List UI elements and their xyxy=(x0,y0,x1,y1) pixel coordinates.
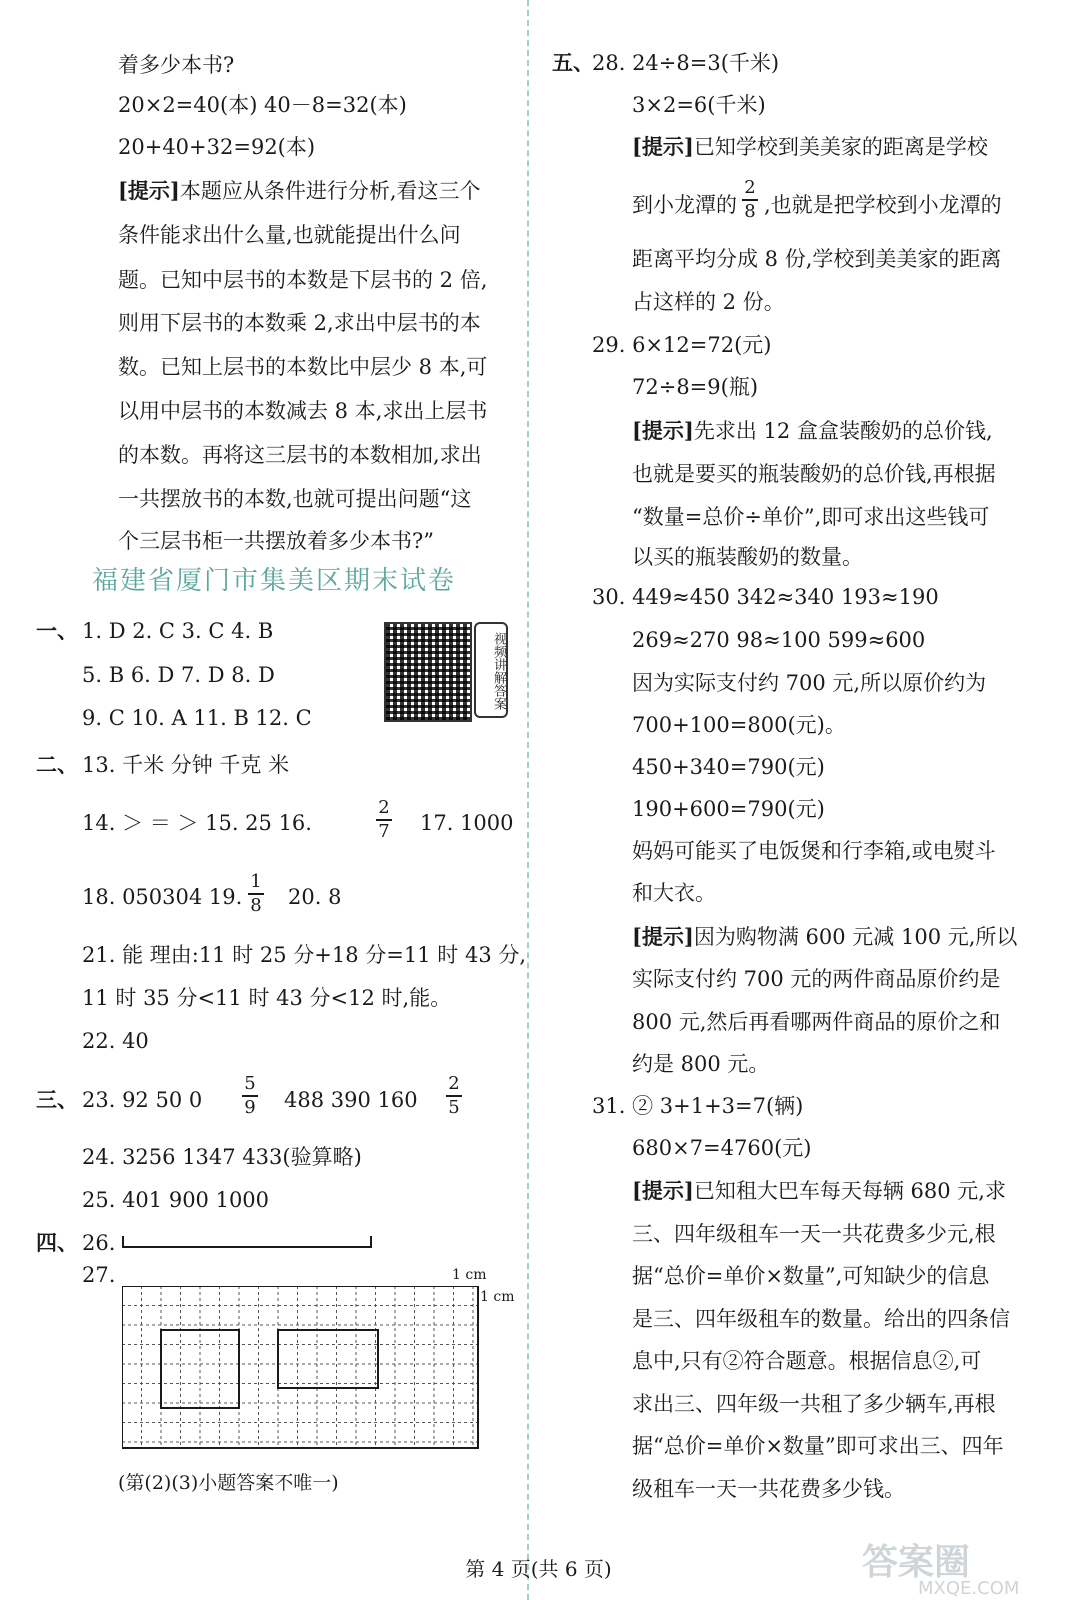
text-line: 据“总价=单价×数量”即可求出三、四年 xyxy=(632,1434,1004,1458)
answer-row: 680×7=4760(元) xyxy=(632,1136,812,1160)
tip-paragraph: [提示]已知学校到美美家的距离是学校 xyxy=(632,134,988,159)
watermark-logo: 答案圈 xyxy=(862,1542,971,1583)
answer-row: 72÷8=9(瓶) xyxy=(632,375,759,399)
answer-row: 23. 92 50 0 xyxy=(82,1088,203,1112)
text-line: 也就是要买的瓶装酸奶的总价钱,再根据 xyxy=(632,462,996,486)
tip-paragraph: [提示]先求出 12 盒盒装酸奶的总价钱, xyxy=(632,418,993,443)
text-line: 因为实际支付约 700 元,所以原价约为 xyxy=(632,671,987,695)
answer-row: 24. 3256 1347 433(验算略) xyxy=(82,1145,362,1169)
text-line: 则用下层书的本数乘 2,求出中层书的本 xyxy=(118,311,481,335)
answer-row: 20. 8 xyxy=(288,885,342,909)
answer-row: 21. 能 理由:11 时 25 分+18 分=11 时 43 分, xyxy=(82,943,527,967)
answer-row: 13. 千米 分钟 千克 米 xyxy=(82,753,290,777)
text-line: 级租车一天一共花费多少钱。 xyxy=(632,1477,905,1501)
text-line: 息中,只有②符合题意。根据信息②,可 xyxy=(632,1349,982,1373)
text-line: 800 元,然后再看哪两件商品的原价之和 xyxy=(632,1010,1001,1034)
answer-row: 22. 40 xyxy=(82,1029,149,1053)
text-line: 的本数。再将这三层书的本数相加,求出 xyxy=(118,443,482,467)
text-line: 约是 800 元。 xyxy=(632,1052,770,1076)
fraction: 2 8 xyxy=(742,178,758,222)
answer-row: 17. 1000 xyxy=(420,811,514,835)
grid-unit-label: 1 cm xyxy=(480,1289,515,1305)
text-line: 条件能求出什么量,也就能提出什么问 xyxy=(118,223,461,247)
tip-paragraph: [提示]本题应从条件进行分析,看这三个 xyxy=(118,178,481,203)
text-line: 以用中层书的本数减去 8 本,求出上层书 xyxy=(118,399,488,423)
page-footer: 第 4 页(共 6 页) xyxy=(465,1557,612,1581)
answer-row: 11 时 35 分<11 时 43 分<12 时,能。 xyxy=(82,986,452,1010)
text-line: 一共摆放书的本数,也就可提出问题“这 xyxy=(118,487,472,511)
answer-row: 14. ＞ ＝ ＞ 15. 25 16. xyxy=(82,811,312,835)
fraction: 2 7 xyxy=(376,798,392,842)
answer-row: 26. xyxy=(82,1231,116,1255)
section-title: 福建省厦门市集美区期末试卷 xyxy=(92,566,457,596)
section-label: 一、 xyxy=(36,618,78,643)
section-label: 五、 xyxy=(552,50,594,75)
fraction: 1 8 xyxy=(248,872,264,916)
answer-row: 27. xyxy=(82,1263,116,1287)
answer-row: 25. 401 900 1000 xyxy=(82,1188,270,1212)
section-label: 三、 xyxy=(36,1087,78,1112)
text-line: 700+100=800(元)。 xyxy=(632,713,846,737)
grid-unit-label: 1 cm xyxy=(452,1267,487,1283)
text-line: 着多少本书? xyxy=(118,53,235,77)
text-line: 求出三、四年级一共租了多少辆车,再根 xyxy=(632,1392,996,1416)
text-line: 据“总价=单价×数量”,可知缺少的信息 xyxy=(632,1264,990,1288)
text-line: 题。已知中层书的本数是下层书的 2 倍, xyxy=(118,268,488,292)
text-line: 450+340=790(元) xyxy=(632,755,825,779)
text-line: 距离平均分成 8 份,学校到美美家的距离 xyxy=(632,247,1002,271)
tip-label: [提示] xyxy=(118,178,180,203)
text-line: 20×2=40(本) 40－8=32(本) xyxy=(118,93,407,117)
line-tick xyxy=(370,1236,372,1248)
qr-side-label: 视频讲解答案 xyxy=(474,622,508,718)
answer-row: 269≈270 98≈100 599≈600 xyxy=(632,628,926,652)
answer-row: 31. ② 3+1+3=7(辆) xyxy=(592,1094,804,1118)
grid-diagram xyxy=(122,1286,482,1452)
text-line: 数。已知上层书的本数比中层少 8 本,可 xyxy=(118,355,488,379)
rectangle-shape xyxy=(278,1330,378,1388)
answer-row: 1. D 2. C 3. C 4. B xyxy=(82,619,274,643)
answer-row: 488 390 160 xyxy=(284,1088,418,1112)
section-label: 四、 xyxy=(36,1230,78,1255)
line-segment xyxy=(122,1246,372,1248)
answer-row: 3×2=6(千米) xyxy=(632,93,766,117)
text-line: 个三层书柜一共摆放着多少本书?” xyxy=(118,529,434,553)
text-line: 以买的瓶装酸奶的数量。 xyxy=(632,545,863,569)
text-line: 妈妈可能买了电饭煲和行李箱,或电熨斗 xyxy=(632,839,996,863)
tip-paragraph: [提示]因为购物满 600 元减 100 元,所以 xyxy=(632,924,1018,949)
qr-code-image[interactable] xyxy=(384,622,472,722)
text-line: ,也就是把学校到小龙潭的 xyxy=(764,193,1002,217)
answer-row: 18. 050304 19. xyxy=(82,885,243,909)
grid-note: (第(2)(3)小题答案不唯一) xyxy=(118,1472,339,1494)
answer-row: 5. B 6. D 7. D 8. D xyxy=(82,663,275,687)
tip-paragraph: [提示]已知租大巴车每天每辆 680 元,求 xyxy=(632,1178,1006,1203)
text-line: 190+600=790(元) xyxy=(632,797,825,821)
text-line: 20+40+32=92(本) xyxy=(118,135,316,159)
text-line: 到小龙潭的 xyxy=(632,193,737,217)
section-label: 二、 xyxy=(36,752,78,777)
column-divider xyxy=(527,0,529,1600)
line-tick xyxy=(122,1236,124,1248)
fraction: 5 9 xyxy=(242,1074,258,1118)
answer-row: 29. 6×12=72(元) xyxy=(592,333,772,357)
fraction: 2 5 xyxy=(446,1074,462,1118)
text-line: 是三、四年级租车的数量。给出的四条信 xyxy=(632,1307,1010,1331)
answer-row: 28. 24÷8=3(千米) xyxy=(592,51,780,75)
text-line: 三、四年级租车一天一共花费多少元,根 xyxy=(632,1222,996,1246)
text-line: “数量=总价÷单价”,即可求出这些钱可 xyxy=(632,505,990,529)
text-line: 占这样的 2 份。 xyxy=(632,290,785,314)
answer-row: 9. C 10. A 11. B 12. C xyxy=(82,706,312,730)
watermark-url: MXQE.COM xyxy=(918,1578,1020,1599)
text-line: 和大衣。 xyxy=(632,881,716,905)
answer-row: 30. 449≈450 342≈340 193≈190 xyxy=(592,585,939,609)
text-line: 实际支付约 700 元的两件商品原价约是 xyxy=(632,967,1001,991)
